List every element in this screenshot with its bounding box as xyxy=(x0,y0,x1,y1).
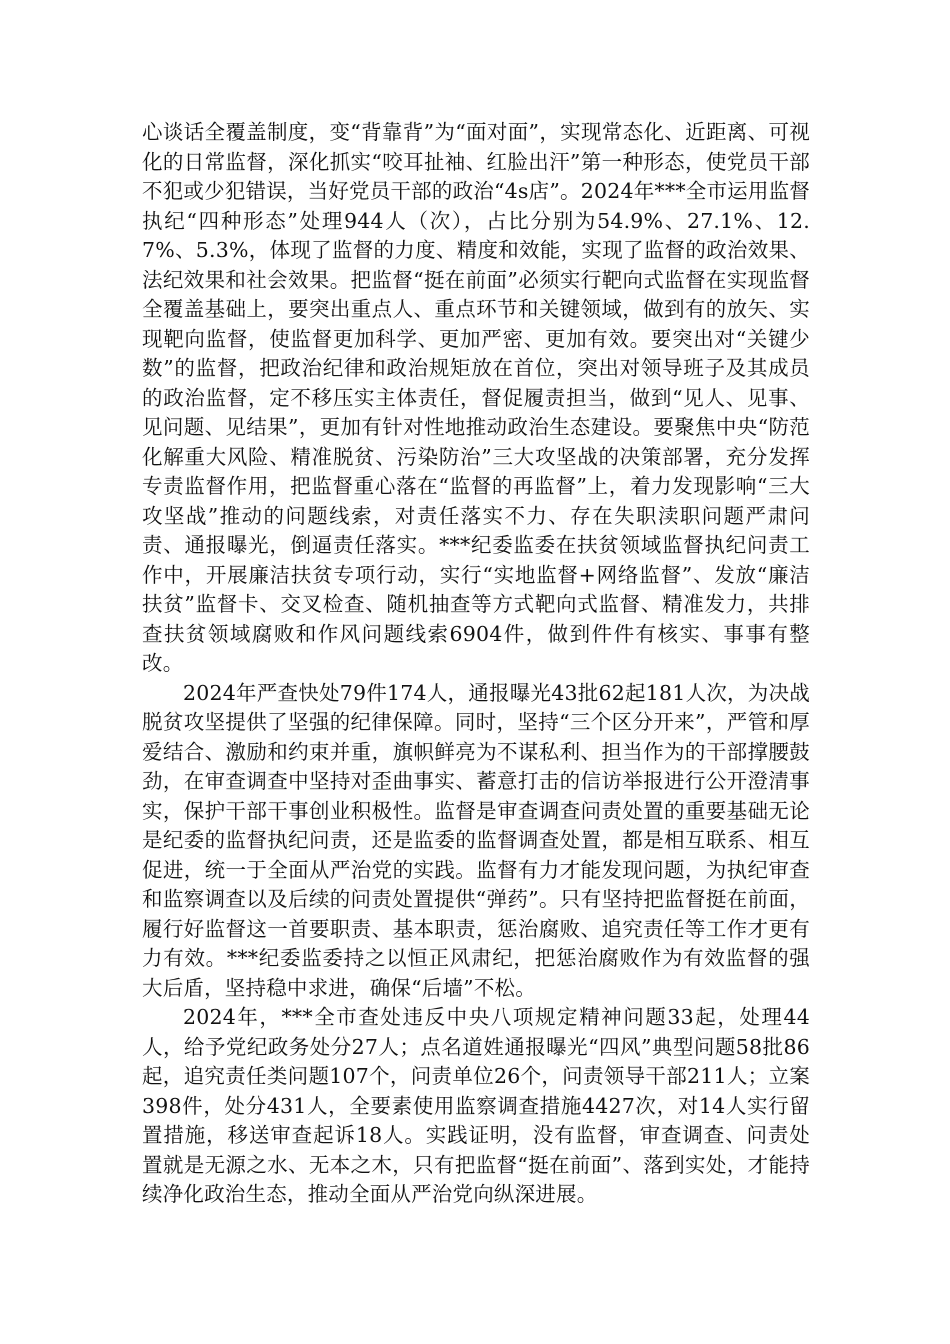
document-page xyxy=(142,118,810,1210)
body-paragraph-1: 心谈话全覆盖制度，变“背靠背”为“面对面”，实现常态化、近距离、可视化的日常监督，深化抓实“咬耳扯袖、红脸出汗”第一种形态，使党员干部不犯或少犯错误，当好党员干部的政治“4s店”。2024年***全市运用监督执纪“四种形态”处理944人（次），占比分别为54.9%、27.1%、12.7%、5.3%，体现了监督的力度、精度和效能，实现了监督的政治效果、法纪效果和社会效果。把监督“挺在前面”必须实行靶向式监督在实现监督全覆盖基础上，要突出重点人、重点环节和关键领域，做到有的放矢、实现靶向监督，使监督更加科学、更加严密、更加有效。要突出对“关键少数”的监督，把政治纪律和政治规矩放在首位，突出对领导班子及其成员的政治监督，定不移压实主体责任，督促履责担当，做到“见人、见事、见问题、见结果”，更加有针对性地推动政治生态建设。要聚焦中央“防范化解重大风险、精准脱贫、污染防治”三大攻坚战的决策部署，充分发挥专责监督作用，把监督重心落在“监督的再监督”上，着力发现影响“三大攻坚战”推动的问题线索，对责任落实不力、存在失职渎职问题严肃问责、通报曝光，倒逼责任落实。***纪委监委在扶贫领域监督执纪问责工作中，开展廉洁扶贫专项行动，实行“实地监督+网络监督”、发放“廉洁扶贫”监督卡、交叉检查、随机抽查等方式靶向式监督、精准发力，共排查扶贫领域腐败和作风问题线索6904件，做到件件有核实、事事有整改。 xyxy=(142,120,810,675)
body-paragraph-3: 2024年，***全市查处违反中央八项规定精神问题33起，处理44人，给予党纪政务处分27人；点名道姓通报曝光“四风”典型问题58批86起，追究责任类问题107个，问责单位26个，问责领导干部211人；立案398件，处分431人，全要素使用监察调查措施4427次，对14人实行留置措施，移送审查起诉18人。实践证明，没有监督，审查调查、问责处置就是无源之水、无本之木，只有把监督“挺在前面”、落到实处，才能持续净化政治生态，推动全面从严治党向纵深进展。 xyxy=(142,1005,810,1206)
body-paragraph-2: 2024年严查快处79件174人，通报曝光43批62起181人次，为决战脱贫攻坚提供了坚强的纪律保障。同时，坚持“三个区分开来”，严管和厚爱结合、激励和约束并重，旗帜鲜亮为不谋私利、担当作为的干部撑腰鼓劲，在审查调查中坚持对歪曲事实、蓄意打击的信访举报进行公开澄清事实，保护干部干事创业积极性。监督是审查调查问责处置的重要基础无论是纪委的监督执纪问责，还是监委的监督调查处置，都是相互联系、相互促进，统一于全面从严治党的实践。监督有力才能发现问题，为执纪审查和监察调查以及后续的问责处置提供“弹药”。只有坚持把监督挺在前面，履行好监督这一首要职责、基本职责，惩治腐败、追究责任等工作才更有力有效。***纪委监委持之以恒正风肃纪，把惩治腐败作为有效监督的强大后盾，坚持稳中求进，确保“后墙”不松。 xyxy=(142,680,810,1000)
